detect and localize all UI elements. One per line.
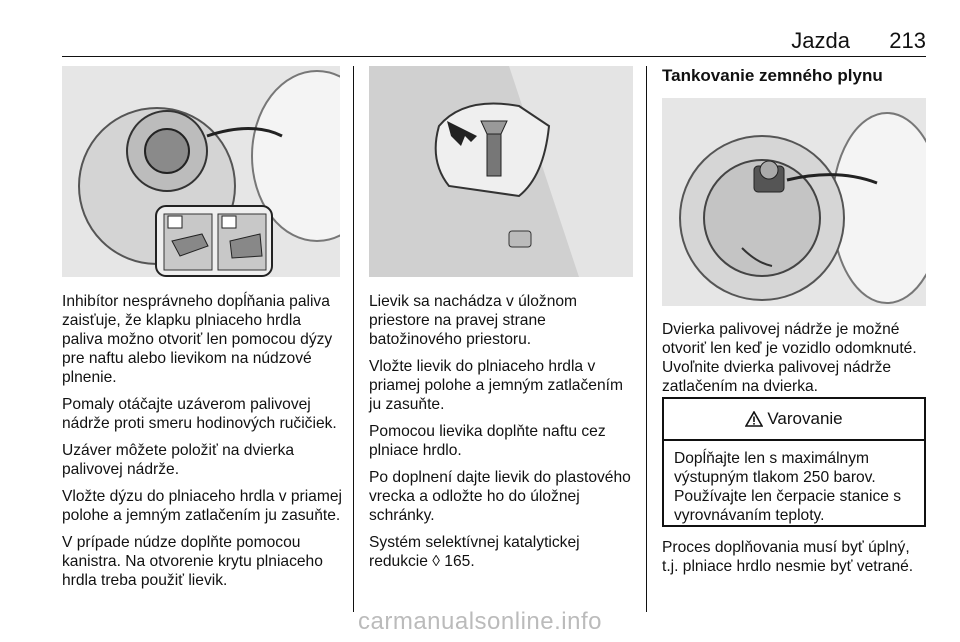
warning-box [662, 397, 926, 527]
paragraph: Proces doplňovania musí byť úplný, t.j. plniace hrdlo nesmie byť vetrané. [662, 539, 914, 575]
warning-title: Varovanie [767, 409, 843, 428]
page-header [0, 24, 960, 58]
paragraph: Systém selektívnej katalytickej redukcie ◊ 165. [369, 534, 580, 570]
paragraph: Dvierka palivovej nádrže je možné otvoriť len keď je vozidlo odomknuté. Uvoľnite dvierka palivovej nádrže zatlačením na dvierka. [662, 321, 917, 395]
warning-text: Dopĺňajte len s maximálnym výstupným tlakom 250 barov. Používajte len čerpacie stanice s vyrovnávaním teploty. [674, 450, 902, 524]
paragraph: Vložte lievik do plniaceho hrdla v priamej polohe a jemným zatlačením ju zasuňte. [369, 358, 623, 413]
paragraph: Uzáver môžete položiť na dvierka palivovej nádrže. [62, 442, 295, 478]
figure-gas-filler [662, 98, 926, 306]
page-number: 213 [889, 28, 926, 53]
paragraph: Lievik sa nachádza v úložnom priestore na pravej strane batožinového priestoru. [369, 293, 578, 348]
watermark: carmanualsonline.info [358, 608, 602, 635]
paragraph: Inhibítor nesprávneho dopĺňania paliva zaisťuje, že klapku plniaceho hrdla paliva možno otvoriť len pomocou dýzy pre naftu alebo lievikom na núdzové plnenie. [62, 293, 333, 386]
figure-fuel-filler-inhibitor [62, 66, 340, 277]
paragraph: Po doplnení dajte lievik do plastového vrecka a odložte ho do úložnej schránky. [369, 469, 631, 524]
column-2-text [369, 292, 639, 579]
paragraph: Vložte dýzu do plniaceho hrdla v priamej polohe a jemným zatlačením ju zasuňte. [62, 488, 342, 524]
paragraph: Pomaly otáčajte uzáverom palivovej nádrže proti smeru hodinových ručičiek. [62, 396, 337, 432]
column-divider-1 [353, 66, 354, 612]
gas-filler-illustration [662, 98, 926, 306]
chapter-title: Jazda [791, 28, 850, 53]
column-3-text [662, 320, 926, 404]
paragraph: V prípade núdze doplňte pomocou kanistra. Na otvorenie krytu plniaceho hrdla treba použiť lievik. [62, 534, 323, 589]
figure-funnel-storage [369, 66, 633, 277]
section-title: Tankovanie zemného plynu [662, 66, 883, 85]
paragraph: Pomocou lievika doplňte naftu cez plniace hrdlo. [369, 423, 606, 459]
column-divider-2 [646, 66, 647, 612]
column-3-text-bottom [662, 538, 930, 584]
warning-triangle-icon [745, 411, 763, 427]
header-rule [62, 56, 926, 57]
fuel-filler-illustration [62, 66, 340, 277]
warning-header [664, 399, 924, 441]
funnel-storage-illustration [369, 66, 633, 277]
column-1-text [62, 292, 344, 598]
